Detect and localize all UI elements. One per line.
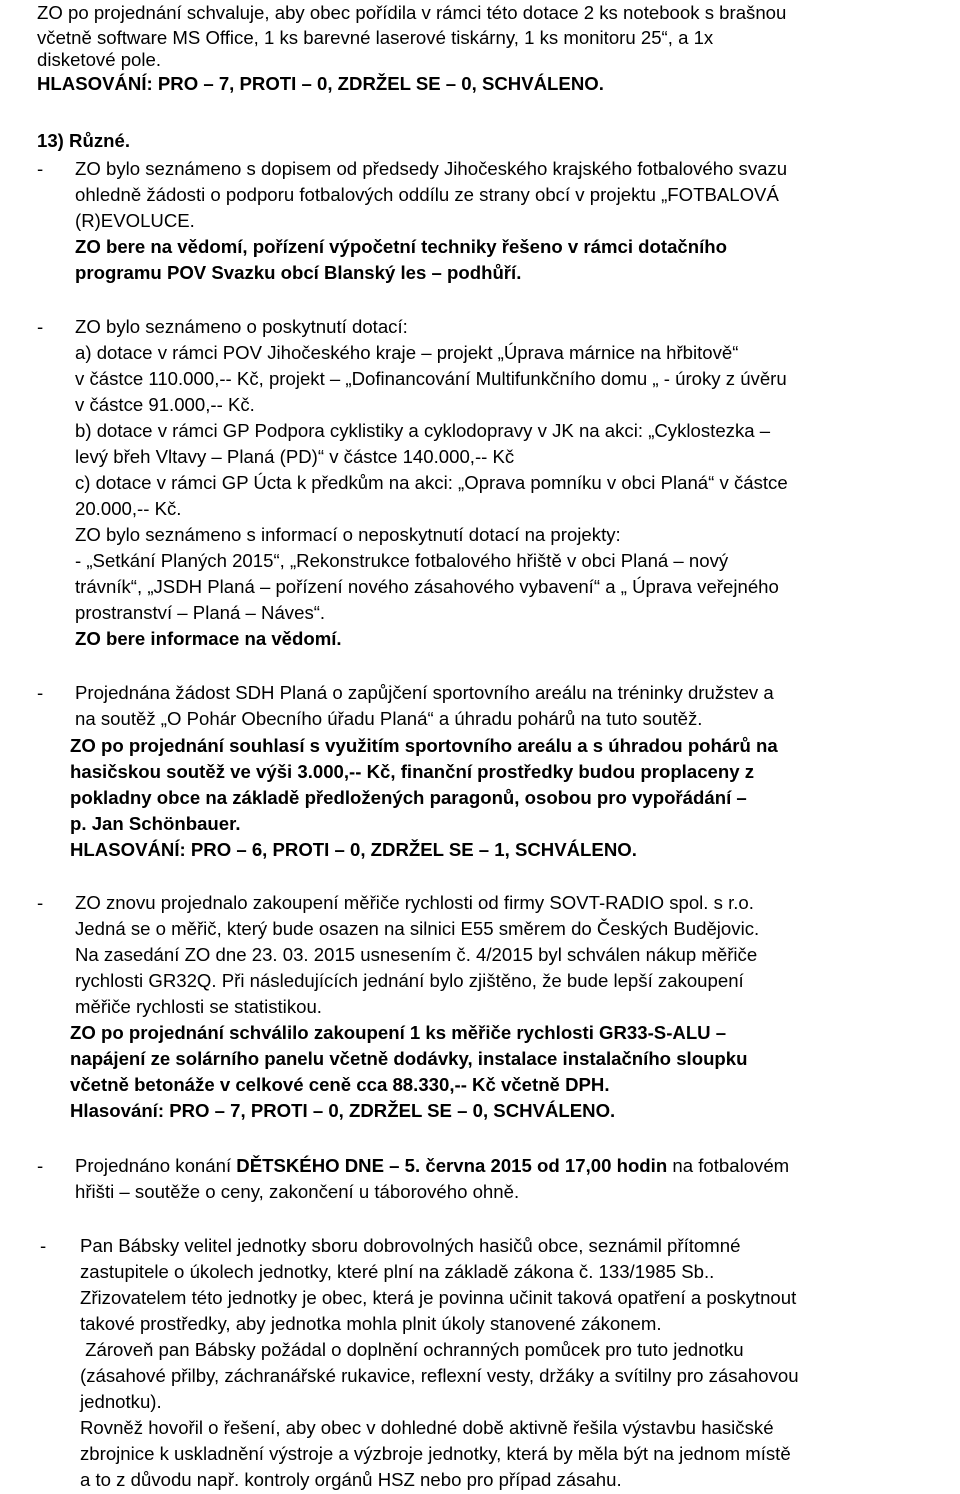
item-resolution: ZO bere informace na vědomí. [75, 628, 342, 649]
section-heading: 13) Různé. [37, 130, 130, 151]
intro-line: včetně software MS Office, 1 ks barevné laserové tiskárny, 1 ks monitoru 25“, a 1x [37, 27, 714, 48]
item-line: na soutěž „O Pohár Obecního úřadu Planá“ a úhradu pohárů na tuto soutěž. [75, 708, 703, 729]
item-line: hřišti – soutěže o ceny, zakončení u táborového ohně. [75, 1181, 520, 1202]
item-line: měřiče rychlosti se statistikou. [75, 996, 322, 1017]
item-resolution: hasičskou soutěž ve výši 3.000,-- Kč, finanční prostředky budou proplaceny z [70, 761, 755, 782]
item-line: ZO znovu projednalo zakoupení měřiče rychlosti od firmy SOVT-RADIO spol. s r.o. [75, 892, 754, 913]
item-resolution: včetně betonáže v celkové ceně cca 88.330,-- Kč včetně DPH. [70, 1074, 610, 1095]
item-sdh [75, 680, 774, 732]
item-meric [75, 890, 759, 1020]
item-sdh-resolution [70, 733, 778, 863]
item-line: Zároveň pan Bábsky požádal o doplnění ochranných pomůcek pro tuto jednotku [80, 1339, 744, 1360]
item-line: 20.000,-- Kč. [75, 498, 182, 519]
item-resolution: ZO bere na vědomí, pořízení výpočetní techniky řešeno v rámci dotačního [75, 236, 727, 257]
item-dash: - [40, 1235, 47, 1256]
item-dash: - [37, 158, 44, 179]
item-vote: HLASOVÁNÍ: PRO – 6, PROTI – 0, ZDRŽEL SE – 1, SCHVÁLENO. [70, 839, 637, 860]
item-resolution: napájení ze solárního panelu včetně dodávky, instalace instalačního sloupku [70, 1048, 748, 1069]
intro-line: disketové pole. [37, 49, 162, 70]
item-line: jednotku). [80, 1391, 162, 1412]
item-resolution: p. Jan Schönbauer. [70, 813, 241, 834]
item-hasici [80, 1233, 799, 1493]
item-dotace [75, 314, 788, 652]
item-line: rychlosti GR32Q. Při následujících jednání bylo zjištěno, že bude lepší zakoupení [75, 970, 744, 991]
item-line: Na zasedání ZO dne 23. 03. 2015 usnesením č. 4/2015 byl schválen nákup měřiče [75, 944, 758, 965]
item-line: prostranství – Planá – Náves“. [75, 602, 326, 623]
item-dash: - [37, 682, 44, 703]
item-line: Jedná se o měřič, který bude osazen na silnici E55 směrem do Českých Budějovic. [75, 918, 760, 939]
item-line: a) dotace v rámci POV Jihočeského kraje – projekt „Úprava márnice na hřbitově“ [75, 342, 739, 363]
item-line: Pan Bábsky velitel jednotky sboru dobrovolných hasičů obce, seznámil přítomné [80, 1235, 741, 1256]
item-line: a to z důvodu např. kontroly orgánů HSZ nebo pro případ zásahu. [80, 1469, 622, 1490]
item-line [75, 1153, 789, 1179]
item-line: ZO bylo seznámeno s informací o neposkytnutí dotací na projekty: [75, 524, 621, 545]
item-line: trávník“, „JSDH Planá – pořízení nového zásahového vybavení“ a „ Úprava veřejného [75, 576, 779, 597]
intro-vote: HLASOVÁNÍ: PRO – 7, PROTI – 0, ZDRŽEL SE – 0, SCHVÁLENO. [37, 73, 604, 94]
item-resolution: ZO po projednání schválilo zakoupení 1 ks měřiče rychlosti GR33-S-ALU – [70, 1022, 727, 1043]
item-text: na fotbalovém [667, 1155, 790, 1176]
item-line: levý břeh Vltavy – Planá (PD)“ v částce 140.000,-- Kč [75, 446, 515, 467]
item-dash: - [37, 1155, 44, 1176]
intro-line: ZO po projednání schvaluje, aby obec pořídila v rámci této dotace 2 ks notebook s brašnou [37, 2, 787, 23]
item-line: Rovněž hovořil o řešení, aby obec v dohledné době aktivně řešila výstavbu hasičské [80, 1417, 774, 1438]
item-text: Projednáno konání [75, 1155, 237, 1176]
item-dash: - [37, 316, 44, 337]
item-line: v částce 91.000,-- Kč. [75, 394, 255, 415]
item-line: ZO bylo seznámeno o poskytnutí dotací: [75, 316, 408, 337]
item-resolution: pokladny obce na základě předložených paragonů, osobou pro vypořádání – [70, 787, 747, 808]
item-event: DĚTSKÉHO DNE – 5. června 2015 od 17,00 hodin [236, 1155, 668, 1176]
item-vote: Hlasování: PRO – 7, PROTI – 0, ZDRŽEL SE – 0, SCHVÁLENO. [70, 1100, 616, 1121]
item-line: - „Setkání Planých 2015“, „Rekonstrukce fotbalového hřiště v obci Planá – nový [75, 550, 729, 571]
item-line: takové prostředky, aby jednotka mohla plnit úkoly stanovené zákonem. [80, 1313, 662, 1334]
item-resolution: programu POV Svazku obcí Blanský les – podhůří. [75, 262, 522, 283]
item-meric-resolution [70, 1020, 747, 1124]
intro-paragraph [37, 0, 786, 97]
item-line: ohledně žádosti o podporu fotbalových oddílu ze strany obcí v projektu „FOTBALOVÁ [75, 184, 779, 205]
item-line: ZO bylo seznámeno s dopisem od předsedy Jihočeského krajského fotbalového svazu [75, 158, 788, 179]
item-fotbal [75, 156, 787, 286]
item-line: (R)EVOLUCE. [75, 210, 195, 231]
item-line: zbrojnice k uskladnění výstroje a výzbroje jednotky, která by měla být na jednom místě [80, 1443, 791, 1464]
item-detsky-den [75, 1153, 789, 1205]
item-line: (zásahové přilby, záchranářské rukavice, reflexní vesty, držáky a svítilny pro zásahovou [80, 1365, 799, 1386]
item-line: v částce 110.000,-- Kč, projekt – „Dofinancování Multifunkčního domu „ - úroky z úvěru [75, 368, 787, 389]
item-resolution: ZO po projednání souhlasí s využitím sportovního areálu a s úhradou pohárů na [70, 735, 778, 756]
item-line: c) dotace v rámci GP Úcta k předkům na akci: „Oprava pomníku v obci Planá“ v částce [75, 472, 788, 493]
item-dash: - [37, 892, 44, 913]
item-line: b) dotace v rámci GP Podpora cyklistiky a cyklodopravy v JK na akci: „Cyklostezka – [75, 420, 771, 441]
item-line: Projednána žádost SDH Planá o zapůjčení sportovního areálu na tréninky družstev a [75, 682, 774, 703]
item-line: zastupitele o úkolech jednotky, které plní na základě zákona č. 133/1985 Sb.. [80, 1261, 715, 1282]
item-line: Zřizovatelem této jednotky je obec, která je povinna učinit taková opatření a poskytnout [80, 1287, 797, 1308]
